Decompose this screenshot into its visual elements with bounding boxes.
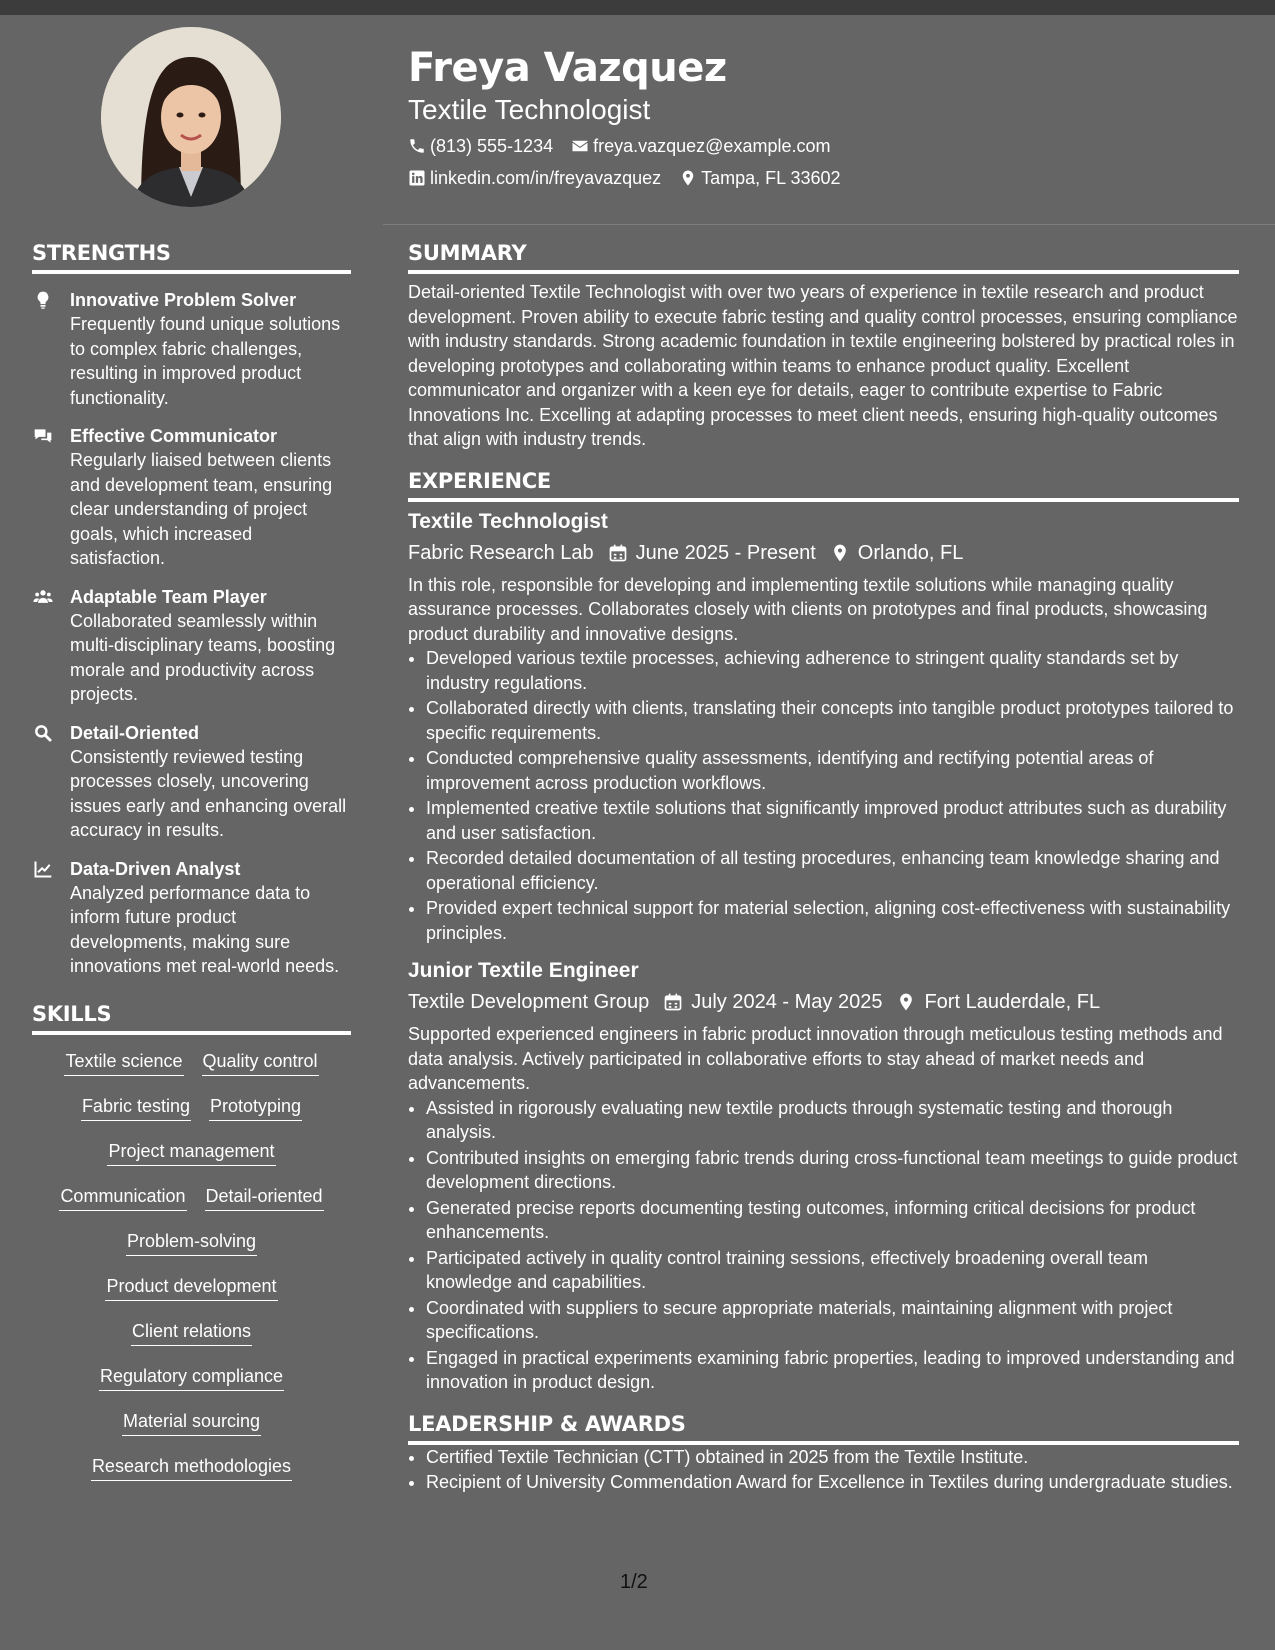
list-item: • Developed various textile processes, achieving adherence to stringent quality standards set by industry regulations.	[426, 646, 1239, 695]
strength-desc: Analyzed performance data to inform future product developments, making sure innovations met real-world needs.	[70, 882, 340, 976]
search-icon	[32, 723, 54, 743]
job-description: In this role, responsible for developing and implementing textile solutions while managing quality assurance processes. Collaborates closely with clients on prototypes and final products, showcasing product durability and innovative designs.	[408, 574, 1208, 644]
strength-item	[32, 424, 351, 571]
strength-item	[32, 721, 351, 843]
skill-tag: Research methodologies	[91, 1454, 292, 1481]
right-column	[408, 240, 1239, 1496]
top-bar	[0, 0, 1275, 15]
contact-location	[679, 166, 840, 190]
skills-list	[32, 1043, 351, 1493]
list-item: • Recorded detailed documentation of all testing procedures, enhancing team knowledge sharing and operational efficiency.	[426, 846, 1239, 895]
phone-icon	[408, 137, 426, 155]
page-number: 1/2	[620, 1571, 648, 1593]
job-title: Junior Textile Engineer	[408, 959, 639, 982]
job-meta	[408, 539, 1239, 567]
chat-bubbles-icon	[32, 426, 54, 446]
contact-email[interactable]	[571, 134, 830, 158]
job-dates: June 2025 - Present	[635, 541, 816, 564]
map-pin-icon	[896, 992, 916, 1012]
users-icon	[32, 587, 54, 607]
skill-tag: Material sourcing	[122, 1409, 261, 1436]
phone-text: (813) 555-1234	[430, 136, 554, 156]
strength-item	[32, 585, 351, 707]
summary-text: Detail-oriented Textile Technologist with over two years of experience in textile research and product development. Proven ability to execute fabric testing and quality control processes, ensuring compliance with industry standards. Strong academic foundation in textile engineering bolstered by practical roles in developing prototypes and collaborating within teams to enhance product quality. Excellent communicator and organizer with a keen eye for details, eager to contribute expertise to Fabric Innovations Inc. Excelling at adapting processes to meet client needs, ensuring high-quality outcomes that align with industry trends.	[408, 282, 1238, 449]
list-item: • Coordinated with suppliers to secure appropriate materials, maintaining alignment with project specifications.	[426, 1296, 1239, 1345]
calendar-icon	[608, 543, 628, 563]
calendar-icon	[663, 992, 683, 1012]
list-item: • Collaborated directly with clients, translating their concepts into tangible product prototypes tailored to specific requirements.	[426, 696, 1239, 745]
header-divider	[383, 224, 1275, 225]
linkedin-text: linkedin.com/in/freyavazquez	[430, 168, 662, 188]
experience-heading: EXPERIENCE	[408, 468, 1239, 502]
skill-tag: Textile science	[64, 1049, 183, 1076]
map-pin-icon	[830, 543, 850, 563]
envelope-icon	[571, 137, 589, 155]
list-item: • Certified Textile Technician (CTT) obtained in 2025 from the Textile Institute.	[426, 1445, 1239, 1470]
list-item: • Implemented creative textile solutions that significantly improved product attributes such as durability and user satisfaction.	[426, 796, 1239, 845]
email-text: freya.vazquez@example.com	[593, 136, 831, 156]
list-item: • Conducted comprehensive quality assessments, identifying and rectifying potential areas of improvement across production workflows.	[426, 746, 1239, 795]
job-title: Textile Technologist	[408, 509, 608, 533]
line-chart-icon	[32, 859, 54, 879]
linkedin-icon	[408, 169, 426, 187]
list-item: • Recipient of University Commendation Award for Excellence in Textiles during undergraduate studies.	[426, 1470, 1239, 1495]
profile-photo	[101, 27, 281, 207]
skill-tag: Product development	[105, 1274, 277, 1301]
strength-title: Effective Communicator	[70, 426, 278, 446]
contact-row-1	[408, 134, 848, 158]
strength-desc: Frequently found unique solutions to complex fabric challenges, resulting in improved product functionality.	[70, 314, 341, 408]
strength-item	[32, 857, 351, 979]
strength-desc: Consistently reviewed testing processes closely, uncovering issues early and enhancing overall accuracy in results.	[70, 746, 347, 840]
skill-tag: Quality control	[202, 1049, 319, 1076]
skill-tag: Project management	[107, 1139, 275, 1166]
skill-tag: Prototyping	[209, 1094, 302, 1121]
candidate-name: Freya Vazquez	[408, 45, 727, 91]
map-pin-icon	[679, 169, 697, 187]
skill-tag: Regulatory compliance	[99, 1364, 284, 1391]
job-location: Fort Lauderdale, FL	[924, 991, 1101, 1013]
job-bullets	[408, 646, 1239, 945]
job-description: Supported experienced engineers in fabric product innovation through meticulous testing methods and data analysis. Actively participated in collaborative efforts to stay ahead of market needs and advancements.	[408, 1024, 1223, 1093]
skill-tag: Detail-oriented	[205, 1184, 324, 1211]
company-name: Textile Development Group	[408, 991, 650, 1013]
job-entry	[408, 508, 1239, 946]
left-column	[32, 240, 351, 1493]
skill-tag: Fabric testing	[81, 1094, 191, 1121]
skill-tag: Client relations	[131, 1319, 252, 1346]
leadership-list	[408, 1445, 1239, 1495]
skills-heading: SKILLS	[32, 1001, 351, 1035]
list-item: • Provided expert technical support for material selection, aligning cost-effectiveness with sustainability principles.	[426, 896, 1239, 945]
summary-heading: SUMMARY	[408, 240, 1239, 274]
strength-title: Adaptable Team Player	[70, 586, 267, 607]
job-location: Orlando, FL	[857, 541, 964, 564]
lightbulb-icon	[32, 290, 54, 310]
skill-tag: Problem-solving	[126, 1229, 257, 1256]
contact-row-2	[408, 166, 859, 190]
list-item: • Participated actively in quality control training sessions, effectively broadening overall team knowledge and capabilities.	[426, 1246, 1239, 1295]
job-dates: July 2024 - May 2025	[691, 991, 883, 1013]
list-item: • Generated precise reports documenting testing outcomes, informing critical decisions for product enhancements.	[426, 1196, 1239, 1245]
list-item: • Assisted in rigorously evaluating new textile products through systematic testing and thorough analysis.	[426, 1096, 1239, 1145]
contact-linkedin[interactable]	[408, 166, 661, 190]
strength-desc: Collaborated seamlessly within multi-disciplinary teams, boosting morale and productivity across projects.	[70, 610, 336, 704]
job-entry	[408, 957, 1239, 1395]
strength-desc: Regularly liaised between clients and development team, ensuring clear understanding of project goals, which increased satisfaction.	[70, 450, 333, 568]
list-item: • Engaged in practical experiments examining fabric properties, leading to improved understanding and innovation in product design.	[426, 1346, 1239, 1395]
strengths-list	[32, 288, 351, 979]
location-text: Tampa, FL 33602	[701, 168, 841, 188]
strength-title: Data-Driven Analyst	[70, 858, 241, 879]
strengths-heading: STRENGTHS	[32, 240, 351, 274]
leadership-heading: LEADERSHIP & AWARDS	[408, 1411, 1239, 1445]
job-title-header: Textile Technologist	[408, 94, 651, 125]
list-item: • Contributed insights on emerging fabric trends during cross-functional team meetings to guide product development directions.	[426, 1146, 1239, 1195]
contact-phone[interactable]	[408, 134, 553, 158]
job-meta	[408, 988, 1239, 1016]
strength-item	[32, 288, 351, 410]
strength-title: Innovative Problem Solver	[70, 290, 297, 310]
company-name: Fabric Research Lab	[408, 541, 594, 564]
strength-title: Detail-Oriented	[70, 722, 200, 743]
skill-tag: Communication	[59, 1184, 186, 1211]
job-bullets	[408, 1096, 1239, 1395]
